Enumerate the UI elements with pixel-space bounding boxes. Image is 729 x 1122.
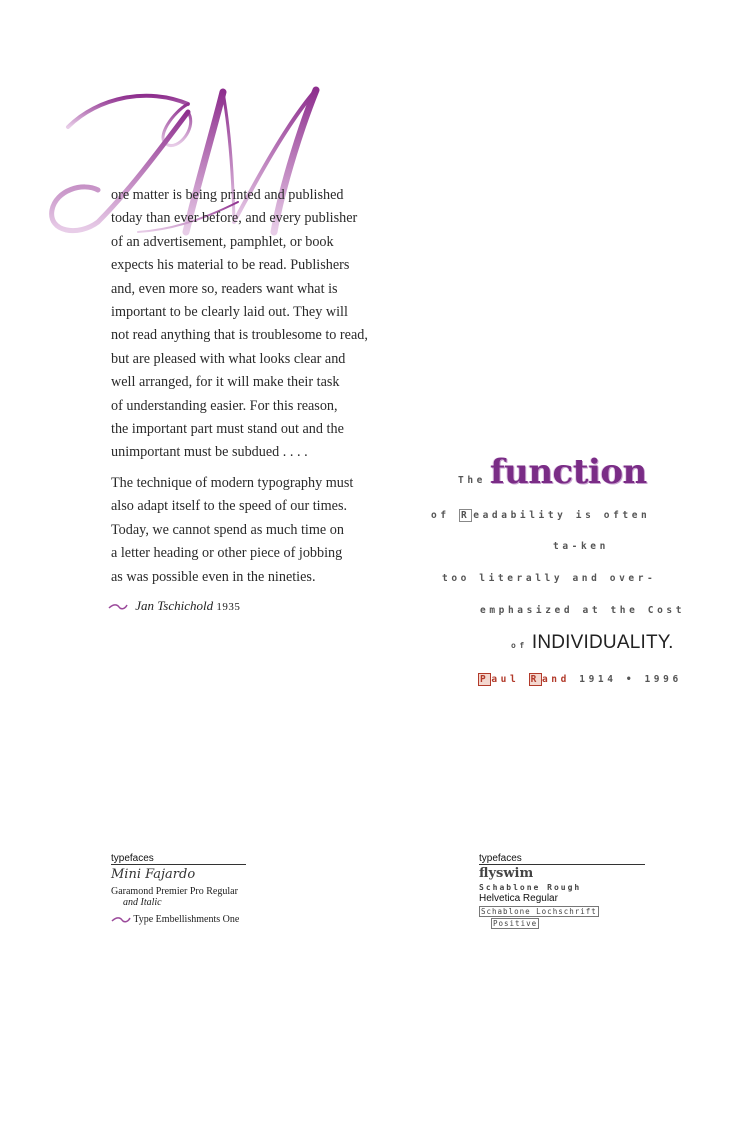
swash-ornament-icon <box>111 916 131 924</box>
legend-font-1-italic: and Italic <box>123 897 162 908</box>
quote-line: not read anything that is troublesome to read, <box>111 327 368 344</box>
quote-line: The technique of modern typography must <box>111 474 354 491</box>
quote-line: the important part must stand out and the <box>111 421 344 438</box>
quote-line: ore matter is being printed and published <box>111 187 344 203</box>
rand-word-individuality: INDIVIDUALITY. <box>531 632 674 653</box>
quote-line: unimportant must be subdued . . . . <box>111 444 308 461</box>
rand-line-5 <box>480 605 685 616</box>
quote-line: important to be clearly laid out. They will <box>111 304 348 321</box>
quote-line: as was possible even in the nineties. <box>111 568 316 585</box>
rand-text: eadability is often <box>473 510 651 521</box>
quote-line: today than ever before, and every publisher <box>111 210 358 227</box>
rand-text: of <box>431 510 459 521</box>
legend-font-1: Garamond Premier Pro Regular <box>111 886 238 897</box>
quote-paragraph-2 <box>111 472 401 589</box>
quote-line: of an advertisement, pamphlet, or book <box>111 233 334 250</box>
legend-font-3-line2: Positive <box>493 919 538 928</box>
quote-attribution <box>108 598 240 614</box>
rand-word-function: function <box>489 452 647 492</box>
quote-line: Today, we cannot spend as much time on <box>111 521 344 538</box>
legend-font-3 <box>479 906 645 917</box>
legend-font-2: Helvetica Regular <box>479 893 558 904</box>
legend-font-3b <box>479 918 645 929</box>
rand-years: 1914 • 1996 <box>579 674 682 685</box>
legend-display-sample: flyswim <box>479 866 534 881</box>
rand-line-3 <box>553 541 609 552</box>
legend-heading: typefaces <box>479 853 645 865</box>
rand-boxed-letter: R <box>530 674 540 685</box>
rand-word-of: of <box>511 641 528 650</box>
quote-paragraph-1 <box>111 184 401 465</box>
rand-boxed-letter: R <box>460 510 471 521</box>
quote-line: of understanding easier. For this reason, <box>111 397 338 414</box>
quote-line: well arranged, for it will make their task <box>111 374 340 391</box>
rand-line-4 <box>442 573 656 584</box>
rand-author-last: and <box>541 674 570 685</box>
quote-line: also adapt itself to the speed of our times. <box>111 498 348 515</box>
rand-text: ta-ken <box>553 541 609 552</box>
typefaces-legend-right <box>479 853 645 929</box>
typefaces-legend-left <box>111 853 246 925</box>
rand-author-first: aul <box>491 674 520 685</box>
swash-ornament-icon <box>108 603 128 611</box>
rand-attribution <box>478 673 682 686</box>
legend-font-2-label: Type Embellishments One <box>133 914 240 925</box>
legend-font-3-line1: Schablone Lochschrift <box>481 907 597 916</box>
legend-font-2 <box>111 914 246 925</box>
quote-line: but are pleased with what looks clear and <box>111 350 346 367</box>
author-year: 1935 <box>216 601 241 613</box>
rand-boxed-letter: P <box>480 674 490 685</box>
rand-text: emphasized at the Cost <box>480 605 686 616</box>
rand-line-2 <box>431 509 650 522</box>
quote-line: and, even more so, readers want what is <box>111 280 338 297</box>
quote-line: a letter heading or other piece of jobbing <box>111 545 343 562</box>
rand-word-the: The <box>458 475 486 486</box>
legend-font-1: Schablone Rough <box>479 883 582 892</box>
tschichold-quote <box>111 184 401 589</box>
author-name: Jan Tschichold <box>135 598 214 613</box>
rand-text: too literally and over- <box>442 573 657 584</box>
legend-script-sample: Mini Fajardo <box>111 867 196 882</box>
quote-line: expects his material to be read. Publishers <box>111 257 350 274</box>
rand-line-6 <box>511 632 674 654</box>
rand-line-1 <box>458 452 647 492</box>
legend-heading: typefaces <box>111 853 246 865</box>
